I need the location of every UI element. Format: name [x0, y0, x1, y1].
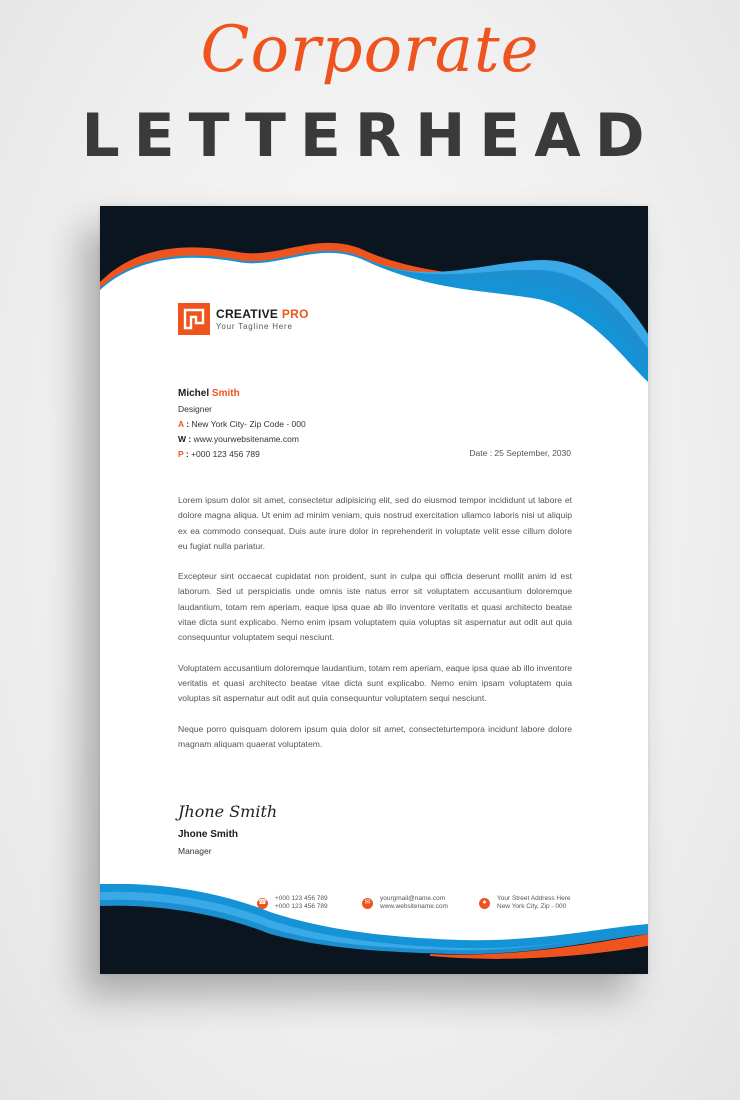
signer-name: Jhone Smith [178, 829, 239, 840]
sender-phone: P : +000 123 456 789 [178, 449, 260, 459]
footer-contact-phone [257, 895, 328, 911]
footer-contact-mail [362, 895, 448, 911]
body-paragraph: Voluptatem accusantium doloremque laudantium, totam rem aperiam, eaque ipsa quae ab illo inventore veritatis et quasi architecto beatae vitae dicta sunt explicabo. Nemo enim ipsam voluptatem quia voluptas sit aspernatur aut odit aut quia consequuntur voluptatem sequi nesciunt. [178, 662, 572, 704]
body-paragraph: Lorem ipsum dolor sit amet, consectetur adipisicing elit, sed do eiusmod tempor incididunt ut labore et dolore magna aliqua. Ut enim ad minim veniam, quis nostrud exercitation ullamco laboris nisi ut aliquip ex ea commodo consequat. Duis aute irure dolor in reprehenderit in voluptate velit esse cillum dolore eu fugiat nulla pariatur. [178, 495, 572, 551]
top-wave-decoration [100, 206, 648, 391]
company-name: CREATIVE PRO [216, 307, 309, 321]
body-paragraph: Excepteur sint occaecat cupidatat non proident, sunt in culpa qui officia deserunt mollit anim id est laborum. Sed ut perspiciatis unde omnis iste natus error sit voluptatem accusantium doloremque laudantium, totam rem aperiam, eaque ipsa quae ab illo inventore veritatis et quasi architecto beatae vitae dicta sunt explicabo. Nemo enim ipsam voluptatem quia voluptas sit aspernatur aut odit aut quia consequuntur voluptatem sequi nesciunt. [178, 571, 572, 643]
letter-date: Date : 25 September, 2030 [469, 448, 571, 458]
sender-name: Michel Smith [178, 388, 240, 399]
sender-web: W : www.yourwebsitename.com [178, 434, 299, 444]
handwritten-signature: Jhone Smith [178, 802, 278, 821]
company-logo [178, 303, 309, 335]
sender-title: Designer [178, 404, 213, 414]
mail-icon: ✉ [362, 898, 373, 909]
location-pin-icon: ● [479, 898, 490, 909]
footer-phone-1: +000 123 456 789 [275, 895, 328, 902]
sender-address: A : New York City- Zip Code - 000 [178, 419, 306, 429]
body-paragraph: Neque porro quisquam dolorem ipsum quia dolor sit amet, consecteturtempora incidunt labore dolore magnam aliquam quaerat voluptatem. [178, 723, 572, 749]
footer-address-2: New York City, Zip - 000 [497, 903, 567, 910]
signer-title: Manager [178, 846, 212, 856]
phone-icon: ☎ [257, 898, 268, 909]
footer-contact-address [479, 895, 570, 911]
footer-website: www.websitename.com [380, 903, 448, 910]
company-tagline: Your Tagline Here [216, 322, 293, 331]
hero-main-title: LETTERHEAD [81, 101, 659, 171]
hero-script-title: Corporate [200, 13, 540, 87]
letter-body [178, 493, 572, 767]
sender-block [178, 388, 306, 464]
logo-mark-icon [178, 303, 210, 335]
footer-email: yourgmail@name.com [380, 895, 446, 902]
letterhead-page [100, 206, 648, 974]
footer-address-1: Your Street Address Here [497, 895, 571, 902]
footer-phone-2: +000 123 456 789 [275, 903, 328, 910]
